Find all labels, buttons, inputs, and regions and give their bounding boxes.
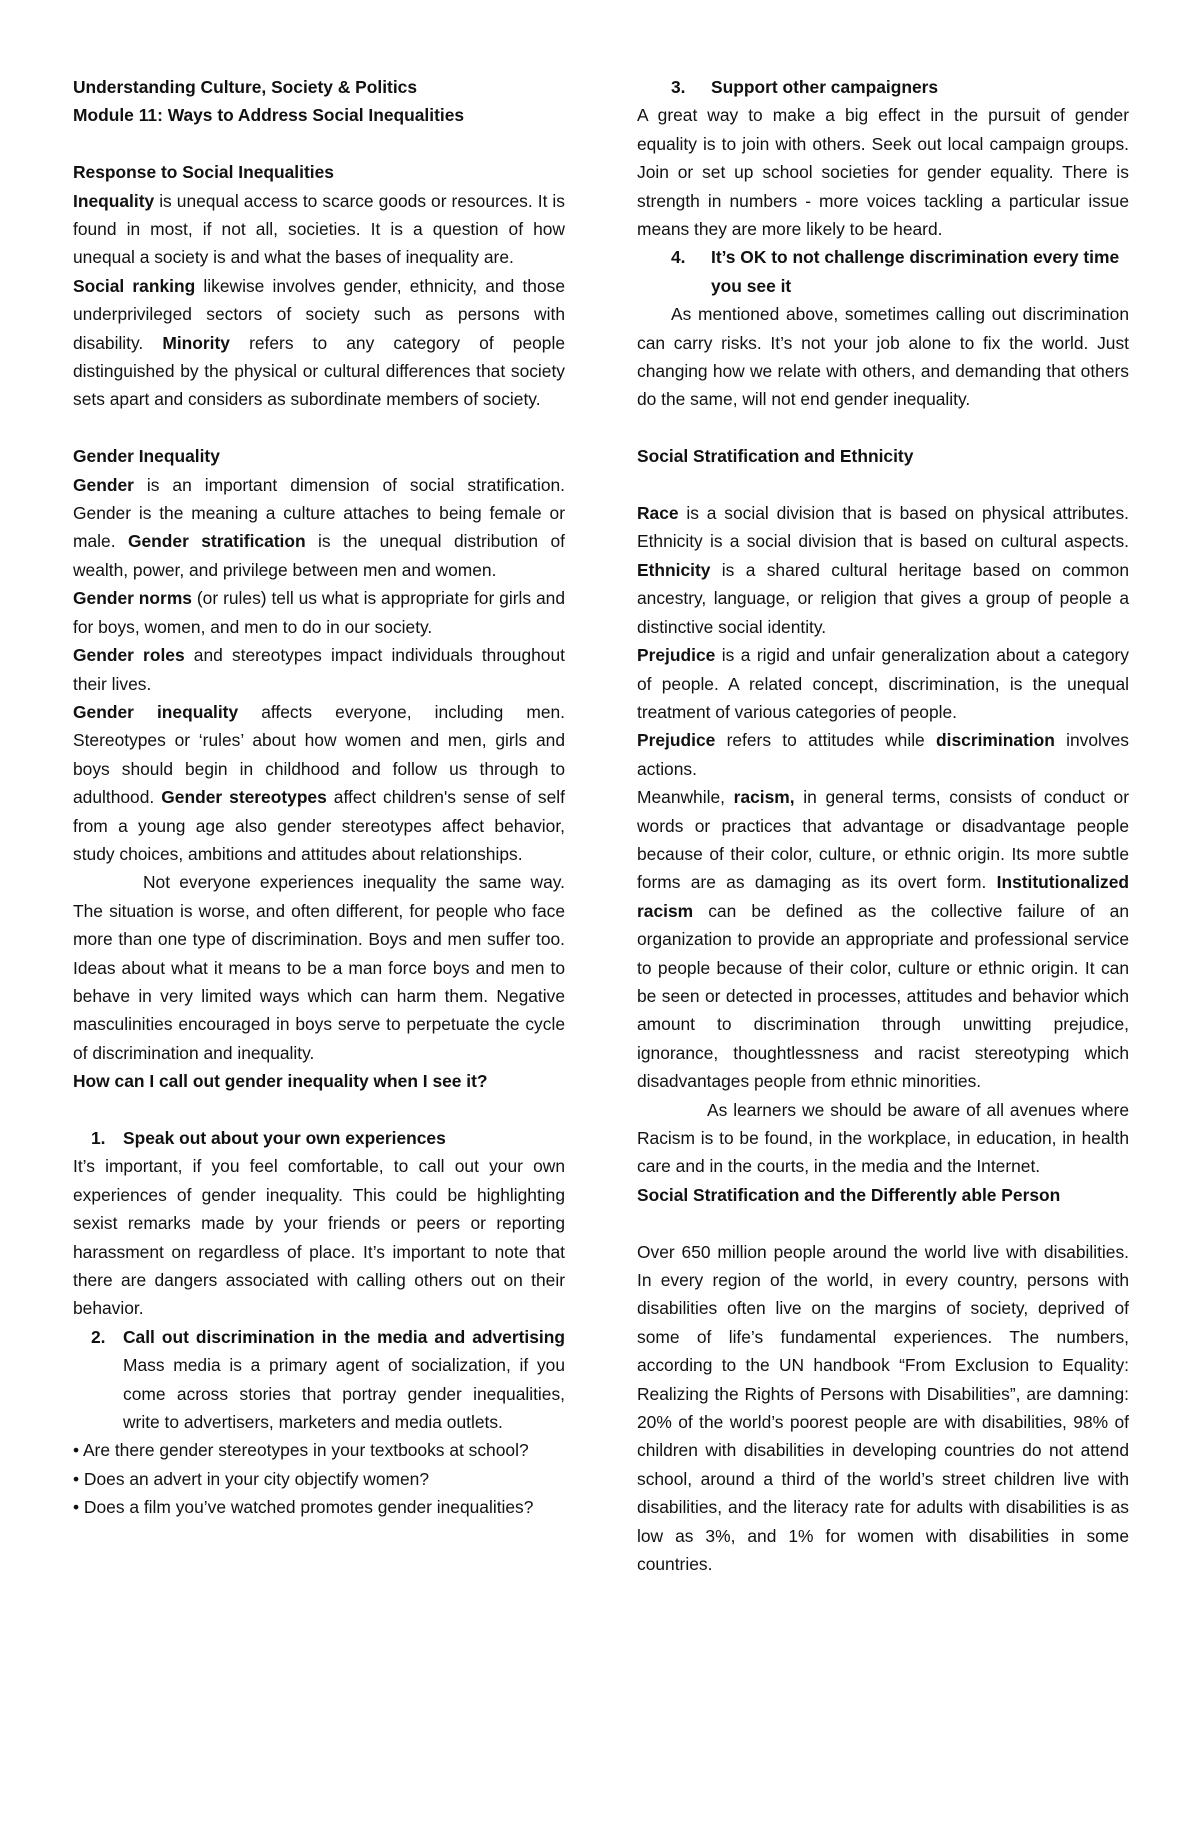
list-item: 1. Speak out about your own experiences: [73, 1124, 565, 1152]
section-heading-ethnicity: Social Stratification and Ethnicity: [637, 446, 914, 467]
list-item: 2. Call out discrimination in the media and advertising Mass media is a primary agent of socialization, if you come across stories that portray gender inequalities, write to advertisers, marketers and media outlets.: [73, 1323, 565, 1437]
left-column: [73, 73, 565, 1522]
paragraph-item1: It’s important, if you feel comfortable, to call out your own experiences of gender inequality. This could be highlighting sexist remarks made by your friends or peers or reporting harassment on regardless of place. It’s important to note that there are dangers associated with calling others out on their behavior.: [73, 1156, 565, 1319]
callout-question: How can I call out gender inequality when I see it?: [73, 1071, 488, 1092]
paragraph-item3: A great way to make a big effect in the pursuit of gender equality is to join with others. Seek out local campaign groups. Join or set up school societies for gender equality. There is strength in numbers - more voices tackling a particular issue means they are more likely to be heard.: [637, 105, 1129, 240]
list-item: 4. It’s OK to not challenge discrimination every time you see it: [637, 243, 1129, 300]
paragraph-gender-inequality: Gender inequality affects everyone, including men. Stereotypes or ‘rules’ about how women and men, girls and boys should begin in childhood and follow us through to adulthood. Gender stereotypes affect children's sense of self from a young age also gender stereotypes affect behavior, study choices, ambitions and attitudes about relationships.: [73, 701, 565, 864]
paragraph-item4: As mentioned above, sometimes calling out discrimination can carry risks. It’s not your job alone to fix the world. Just changing how we relate with others, and demanding that others do the same, will not end gender inequality.: [637, 304, 1129, 410]
section-heading-response: Response to Social Inequalities: [73, 162, 334, 183]
item-title: Speak out about your own experiences: [123, 1127, 446, 1148]
paragraph-disability: Over 650 million people around the world live with disabilities. In every region of the world, in every country, persons with disabilities often live on the margins of society, deprived of some of life’s fundamental experiences. The numbers, according to the UN handbook “From Exclusion to Equality: Realizing the Rights of Persons with Disabilities”, are damning: 20% of the world’s poorest people are with disabilities, 98% of children with disabilities in developing countries do not attend school, around a third of the world’s street children live with disabilities, and the literacy rate for adults with disabilities is as low as 3%, and 1% for women with disabilities in some countries.: [637, 1241, 1129, 1575]
module-title: Module 11: Ways to Address Social Inequalities: [73, 105, 465, 126]
paragraph-gender-roles: Gender roles and stereotypes impact individuals throughout their lives.: [73, 645, 565, 694]
paragraph-prejudice-discrimination: Prejudice refers to attitudes while discrimination involves actions.: [637, 730, 1129, 779]
paragraph-not-everyone: Not everyone experiences inequality the same way. The situation is worse, and often different, for people who face more than one type of discrimination. Boys and men suffer too. Ideas about what it means to be a man force boys and men to behave in very limited ways which can harm them. Negative masculinities encouraged in boys serve to perpetuate the cycle of discrimination and inequality.: [73, 872, 565, 1063]
section-heading-disability: Social Stratification and the Differently able Person: [637, 1184, 1061, 1205]
paragraph-gender: Gender is an important dimension of social stratification. Gender is the meaning a culture attaches to being female or male. Gender stratification is the unequal distribution of wealth, power, and privilege between men and women.: [73, 474, 565, 580]
paragraph-inequality: Inequality is unequal access to scarce goods or resources. It is found in most, if not all, societies. It is a question of how unequal a society is and what the bases of inequality are.: [73, 190, 565, 268]
item-title: It’s OK to not challenge discrimination every time you see it: [711, 247, 1120, 296]
section-heading-gender: Gender Inequality: [73, 446, 220, 467]
bullet-item: • Are there gender stereotypes in your textbooks at school?: [73, 1440, 529, 1461]
paragraph-race: Race is a social division that is based on physical attributes. Ethnicity is a social division that is based on cultural aspects. Ethnicity is a shared cultural heritage based on common ancestry, language, or religion that gives a group of people a distinctive social identity.: [637, 503, 1129, 637]
paragraph-learners: As learners we should be aware of all avenues where Racism is to be found, in the workplace, in education, in health care and in the courts, in the media and the Internet.: [637, 1099, 1129, 1177]
item-title: Support other campaigners: [711, 77, 939, 97]
paragraph-prejudice: Prejudice is a rigid and unfair generalization about a category of people. A related concept, discrimination, is the unequal treatment of various categories of people.: [637, 645, 1129, 722]
paragraph-racism: Meanwhile, racism, in general terms, consists of conduct or words or practices that advantage or disadvantage people because of their color, culture, or ethnic origin. Its more subtle forms are as damaging as its overt form. Institutionalized racism can be defined as the collective failure of an organization to provide an appropriate and professional service to people because of their color, culture or ethnic origin. It can be seen or detected in processes, attitudes and behavior which amount to discrimination through unwitting prejudice, ignorance, thoughtlessness and racist stereotyping which disadvantages people from ethnic minorities.: [637, 787, 1129, 1092]
bullet-item: • Does an advert in your city objectify women?: [73, 1468, 429, 1489]
bullet-item: • Does a film you’ve watched promotes gender inequalities?: [73, 1497, 534, 1518]
list-item: 3. Support other campaigners: [637, 73, 1129, 101]
course-title: Understanding Culture, Society & Politics: [73, 77, 418, 97]
right-column: [637, 73, 1129, 1578]
item-body: Call out discrimination in the media and advertising Mass media is a primary agent of socialization, if you come across stories that portray gender inequalities, write to advertisers, marketers and media outlets.: [123, 1326, 565, 1433]
paragraph-gender-norms: Gender norms (or rules) tell us what is appropriate for girls and for boys, women, and men to do in our society.: [73, 588, 566, 637]
paragraph-social-ranking: Social ranking likewise involves gender, ethnicity, and those underprivileged sectors of society such as persons with disability. Minority refers to any category of people distinguished by the physical or cultural differences that society sets apart and considers as subordinate members of society.: [73, 275, 565, 410]
